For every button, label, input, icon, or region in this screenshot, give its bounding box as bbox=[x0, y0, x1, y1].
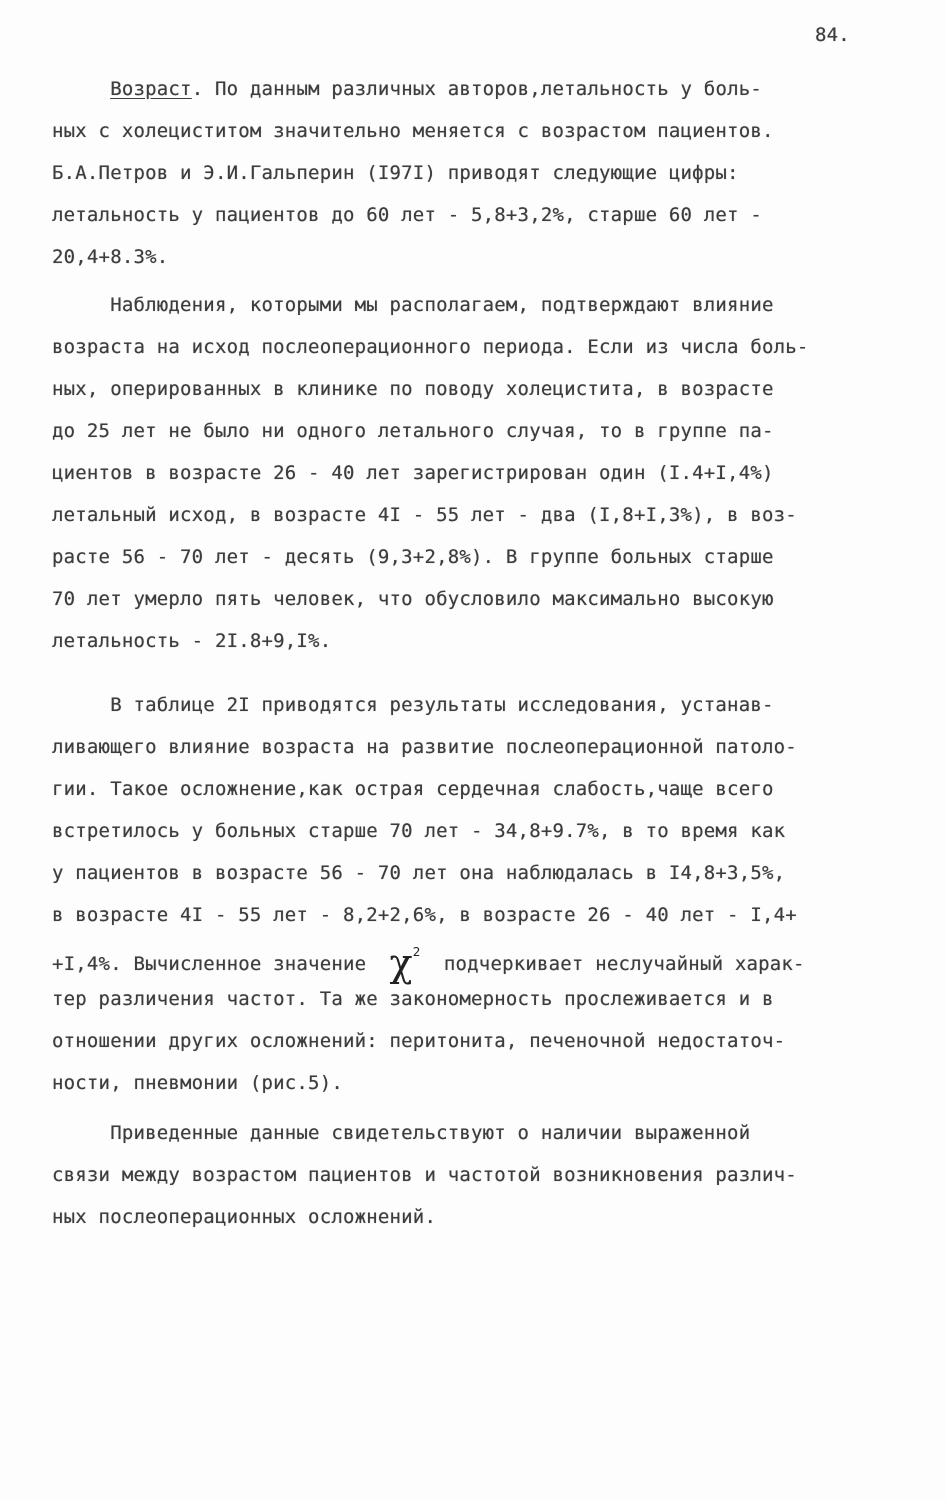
text-line: ных, оперированных в клинике по поводу холецистита, в возрасте bbox=[52, 378, 774, 400]
text-line: В таблице 2I приводятся результаты исследования, устанав- bbox=[52, 694, 774, 716]
text-line: связи между возрастом пациентов и частотой возникновения различ- bbox=[52, 1164, 797, 1186]
text-line: летальность у пациентов до 60 лет - 5,8+3,2%, старше 60 лет - bbox=[52, 204, 762, 226]
text-line: Б.А.Петров и Э.И.Гальперин (I97I) приводят следующие цифры: bbox=[52, 162, 739, 184]
text-line: в возрасте 4I - 55 лет - 8,2+2,6%, в возрасте 26 - 40 лет - I,4+ bbox=[52, 904, 797, 926]
paragraph-table-21 bbox=[52, 684, 872, 1104]
text-line: Приведенные данные свидетельствуют о наличии выраженной bbox=[52, 1122, 751, 1144]
text-line: ливающего влияние возраста на развитие послеоперационной патоло- bbox=[52, 736, 797, 758]
text-line: гии. Такое осложнение,как острая сердечная слабость,чаще всего bbox=[52, 778, 774, 800]
paragraph-conclusion bbox=[52, 1112, 872, 1238]
text-line: циентов в возрасте 26 - 40 лет зарегистрирован один (I.4+I,4%) bbox=[52, 462, 774, 484]
text-line: ности, пневмонии (рис.5). bbox=[52, 1072, 343, 1094]
text-line: отношении других осложнений: перитонита, печеночной недостаточ- bbox=[52, 1030, 786, 1052]
text-line: летальность - 2I.8+9,I%. bbox=[52, 630, 332, 652]
text-line-chi-square: +I,4%. Вычисленное значение $\chi^2$ подчеркивает неслучайный харак- bbox=[52, 941, 805, 985]
text-line: у пациентов в возрасте 56 - 70 лет она наблюдалась в I4,8+3,5%, bbox=[52, 862, 786, 884]
text-line: Наблюдения, которыми мы располагаем, подтверждают влияние bbox=[52, 294, 774, 316]
paragraph-age-intro bbox=[52, 68, 872, 278]
text-line: Возраст. По данным различных авторов,летальность у боль- bbox=[110, 78, 762, 100]
text-line: возраста на исход послеоперационного периода. Если из числа боль- bbox=[52, 336, 809, 358]
section-heading: Возраст bbox=[110, 78, 192, 100]
text-line: 20,4+8.3%. bbox=[52, 246, 169, 268]
chi-square-superscript: 2 bbox=[412, 945, 421, 959]
text-line: 70 лет умерло пять человек, что обусловило максимально высокую bbox=[52, 588, 774, 610]
text-line: тер различения частот. Та же закономерность прослеживается и в bbox=[52, 988, 774, 1010]
text-line: до 25 лет не было ни одного летального случая, то в группе па- bbox=[52, 420, 774, 442]
paragraph-observations bbox=[52, 284, 872, 662]
text-line: ных с холециститом значительно меняется с возрастом пациентов. bbox=[52, 120, 774, 142]
text-line: встретилось у больных старше 70 лет - 34,8+9.7%, в то время как bbox=[52, 820, 786, 842]
text-line: летальный исход, в возрасте 4I - 55 лет - два (I,8+I,3%), в воз- bbox=[52, 504, 797, 526]
text-line: расте 56 - 70 лет - десять (9,3+2,8%). В группе больных старше bbox=[52, 546, 774, 568]
chi-square-symbol: χ bbox=[389, 941, 413, 985]
page-number: 84. bbox=[815, 24, 850, 46]
text-line: ных послеоперационных осложнений. bbox=[52, 1206, 437, 1228]
